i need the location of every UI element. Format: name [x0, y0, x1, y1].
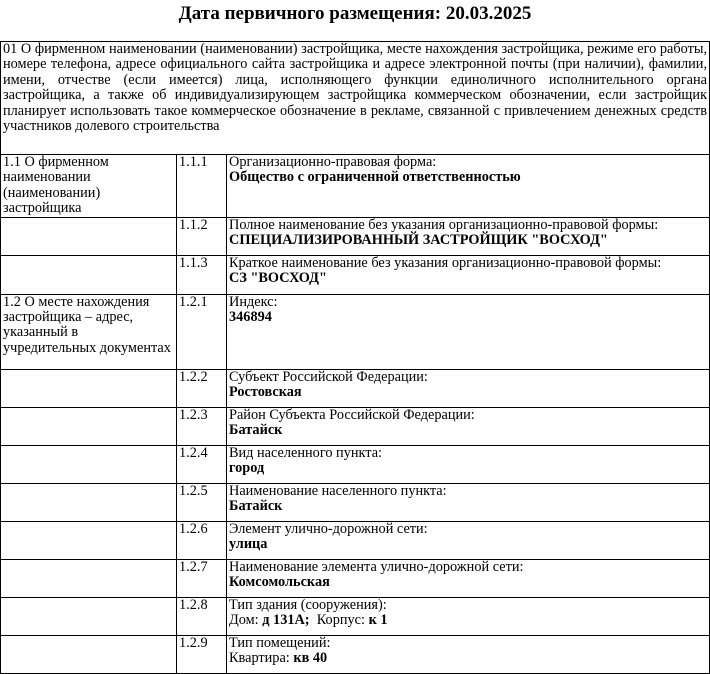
section-1-2-label: 1.2 О месте нахождения застройщика – адрес, указанный в учредительных документах	[1, 294, 177, 369]
korpus-label: Корпус:	[316, 612, 365, 629]
table-row	[1, 155, 710, 218]
table-row	[1, 521, 710, 559]
section-empty-cell	[1, 255, 177, 294]
table-row	[1, 369, 710, 407]
premises-line	[229, 651, 707, 666]
field-label: Полное наименование без указания организационно-правовой формы:	[229, 217, 659, 233]
row-value-cell	[227, 155, 710, 218]
row-value-cell	[227, 217, 710, 255]
field-value: город	[229, 460, 265, 477]
table-row	[1, 483, 710, 521]
section-empty-cell	[1, 635, 177, 673]
row-number: 1.2.7	[177, 559, 227, 597]
building-line	[229, 613, 707, 628]
field-value: Общество с ограниченной ответственностью	[229, 169, 521, 186]
field-value: СЗ "ВОСХОД"	[229, 270, 327, 287]
row-value-cell	[227, 635, 710, 673]
section-empty-cell	[1, 521, 177, 559]
page-title: Дата первичного размещения: 20.03.2025	[178, 3, 532, 24]
section-empty-cell	[1, 369, 177, 407]
row-value-cell	[227, 521, 710, 559]
field-label: Субъект Российской Федерации:	[229, 369, 428, 385]
row-number: 1.2.2	[177, 369, 227, 407]
field-value: 346894	[229, 309, 272, 326]
row-value-cell	[227, 407, 710, 445]
field-value: Батайск	[229, 498, 283, 515]
house-label: Дом:	[229, 612, 259, 629]
table-row	[1, 407, 710, 445]
field-label: Краткое наименование без указания организационно-правовой формы:	[229, 255, 662, 271]
field-label: Тип здания (сооружения):	[229, 597, 387, 613]
section-empty-cell	[1, 407, 177, 445]
row-value-cell	[227, 445, 710, 483]
table-row	[1, 294, 710, 369]
row-value-cell	[227, 369, 710, 407]
field-label: Организационно-правовая форма:	[229, 154, 437, 170]
field-value: улица	[229, 536, 268, 553]
field-label: Наименование элемента улично-дорожной сети:	[229, 559, 524, 575]
table-row	[1, 217, 710, 255]
table-row	[1, 597, 710, 635]
row-number: 1.1.3	[177, 255, 227, 294]
flat-label: Квартира:	[229, 650, 290, 667]
row-number: 1.2.9	[177, 635, 227, 673]
field-value: Ростовская	[229, 384, 302, 401]
developer-info-table	[0, 41, 710, 674]
row-number: 1.2.5	[177, 483, 227, 521]
table-row	[1, 255, 710, 294]
row-number: 1.1.1	[177, 155, 227, 218]
intro-text: 01 О фирменном наименовании (наименовании) застройщика, месте нахождения застройщика, режиме его работы, номере телефона, адресе официального сайта застройщика и адресе электронной почты (при наличии), фамилии, имени, отчестве (если имеется) лица, исполняющего функции единоличного исполнительного органа застройщика, а также об индивидуализирующем застройщика коммерческом обозначении, если застройщик планирует использовать такое коммерческое обозначение в рекламе, связанной с привлечением денежных средств участников долевого строительства	[1, 42, 710, 155]
korpus-value: к 1	[368, 612, 388, 629]
section-1-1-label: 1.1 О фирменном наименовании (наименовании) застройщика	[1, 155, 177, 218]
table-row	[1, 559, 710, 597]
field-label: Индекс:	[229, 294, 278, 310]
row-value-cell	[227, 294, 710, 369]
field-label: Вид населенного пункта:	[229, 445, 383, 461]
section-empty-cell	[1, 217, 177, 255]
row-value-cell	[227, 483, 710, 521]
row-number: 1.2.4	[177, 445, 227, 483]
row-value-cell	[227, 255, 710, 294]
intro-row	[1, 42, 710, 155]
field-value: Батайск	[229, 422, 283, 439]
row-number: 1.2.3	[177, 407, 227, 445]
section-empty-cell	[1, 597, 177, 635]
row-value-cell	[227, 559, 710, 597]
row-value-cell	[227, 597, 710, 635]
row-number: 1.1.2	[177, 217, 227, 255]
row-number: 1.2.1	[177, 294, 227, 369]
field-label: Элемент улично-дорожной сети:	[229, 521, 428, 537]
house-value: д 131А;	[262, 612, 310, 629]
field-value: СПЕЦИАЛИЗИРОВАННЫЙ ЗАСТРОЙЩИК "ВОСХОД"	[229, 232, 608, 249]
field-label: Тип помещений:	[229, 635, 331, 651]
section-empty-cell	[1, 483, 177, 521]
row-number: 1.2.8	[177, 597, 227, 635]
field-value: Комсомольская	[229, 574, 330, 591]
row-number: 1.2.6	[177, 521, 227, 559]
field-label: Наименование населенного пункта:	[229, 483, 447, 499]
field-label: Район Субъекта Российской Федерации:	[229, 407, 475, 423]
table-row	[1, 445, 710, 483]
section-empty-cell	[1, 559, 177, 597]
table-row	[1, 635, 710, 673]
section-empty-cell	[1, 445, 177, 483]
flat-value: кв 40	[293, 650, 328, 667]
